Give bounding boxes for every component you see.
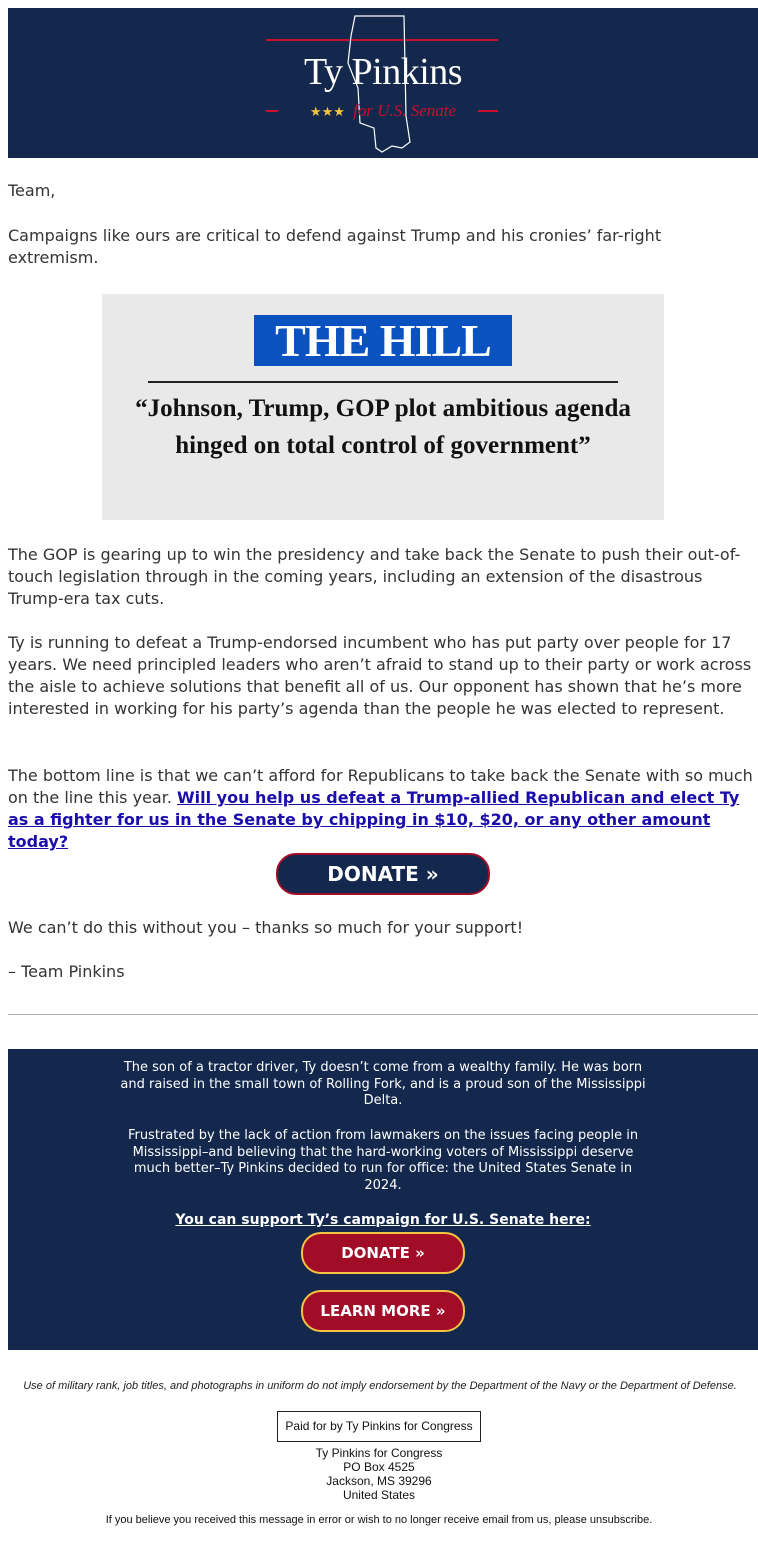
footer-donate-button[interactable]: DONATE » xyxy=(301,1232,465,1274)
donate-ask-link[interactable]: Will you help us defeat a Trump-allied Republican and elect Ty as a fighter for us in the Senate by chipping in $10, $20, or any other amount today? xyxy=(8,788,740,851)
paragraph-gop: The GOP is gearing up to win the presidency and take back the Senate to push their out-of-touch legislation through in the coming years, including an extension of the disastrous Trump-era tax cuts. xyxy=(8,545,741,608)
divider xyxy=(8,1014,758,1015)
the-hill-clipping xyxy=(102,294,664,520)
donate-button[interactable]: DONATE » xyxy=(276,853,490,895)
bio-section xyxy=(8,1049,758,1350)
bio-paragraph-2: Frustrated by the lack of action from lawmakers on the issues facing people in Mississippi–and believing that the hard-working voters of Mississippi deserve much better–Ty Pinkins decided to run for office: the United States Senate in 2024. xyxy=(127,1128,639,1193)
support-link[interactable]: You can support Ty’s campaign for U.S. Senate here: xyxy=(175,1212,591,1228)
military-disclaimer: Use of military rank, job titles, and photographs in uniform do not imply endorsement by the Department of the Navy or the Department of Defense. xyxy=(23,1380,737,1392)
logo-subtitle-text: for U.S. Senate xyxy=(353,101,457,120)
divider xyxy=(148,381,618,383)
stars-icon: ★★★ xyxy=(309,104,345,119)
signoff: – Team Pinkins xyxy=(8,962,125,981)
greeting: Team, xyxy=(8,181,56,200)
headline-quote: “Johnson, Trump, GOP plot ambitious agenda hinged on total control of government” xyxy=(135,395,631,459)
logo-name: Ty Pinkins xyxy=(303,51,463,93)
address-line: United States xyxy=(342,1488,416,1502)
paragraph-ty-running: Ty is running to defeat a Trump-endorsed incumbent who has put party over people for 17 years. We need principled leaders who aren’t afraid to stand up to their party or work across the aisle to achieve solutions that benefit all of us. Our opponent has shown that he’s more interested in working for his party’s agenda than the people he was elected to represent. xyxy=(8,633,752,718)
address-line: PO Box 4525 xyxy=(343,1460,415,1474)
bio-paragraph-1: The son of a tractor driver, Ty doesn’t come from a wealthy family. He was born and raised in the small town of Rolling Fork, and is a proud son of the Mississippi Delta. xyxy=(120,1060,646,1108)
paragraph-thanks: We can’t do this without you – thanks so much for your support! xyxy=(8,918,524,937)
bottom-line-text: The bottom line is that we can’t afford for Republicans to take back the Senate with so much on the line this year. xyxy=(8,766,753,807)
learn-more-button[interactable]: LEARN MORE » xyxy=(301,1290,465,1332)
paragraph-intro: Campaigns like ours are critical to defend against Trump and his cronies’ far-right extremism. xyxy=(8,226,662,267)
paragraph-bottom-line xyxy=(8,765,756,853)
address-line: Jackson, MS 39296 xyxy=(326,1474,432,1488)
paid-for-box: Paid for by Ty Pinkins for Congress xyxy=(277,1411,481,1442)
logo-subtitle xyxy=(8,101,758,121)
unsubscribe-text[interactable]: If you believe you received this message in error or wish to no longer receive email from us, please unsubscribe. xyxy=(105,1514,653,1526)
address-line: Ty Pinkins for Congress xyxy=(315,1446,443,1460)
header-banner xyxy=(8,8,758,158)
campaign-logo[interactable] xyxy=(8,8,758,158)
the-hill-logo: THE HILL xyxy=(254,315,512,366)
